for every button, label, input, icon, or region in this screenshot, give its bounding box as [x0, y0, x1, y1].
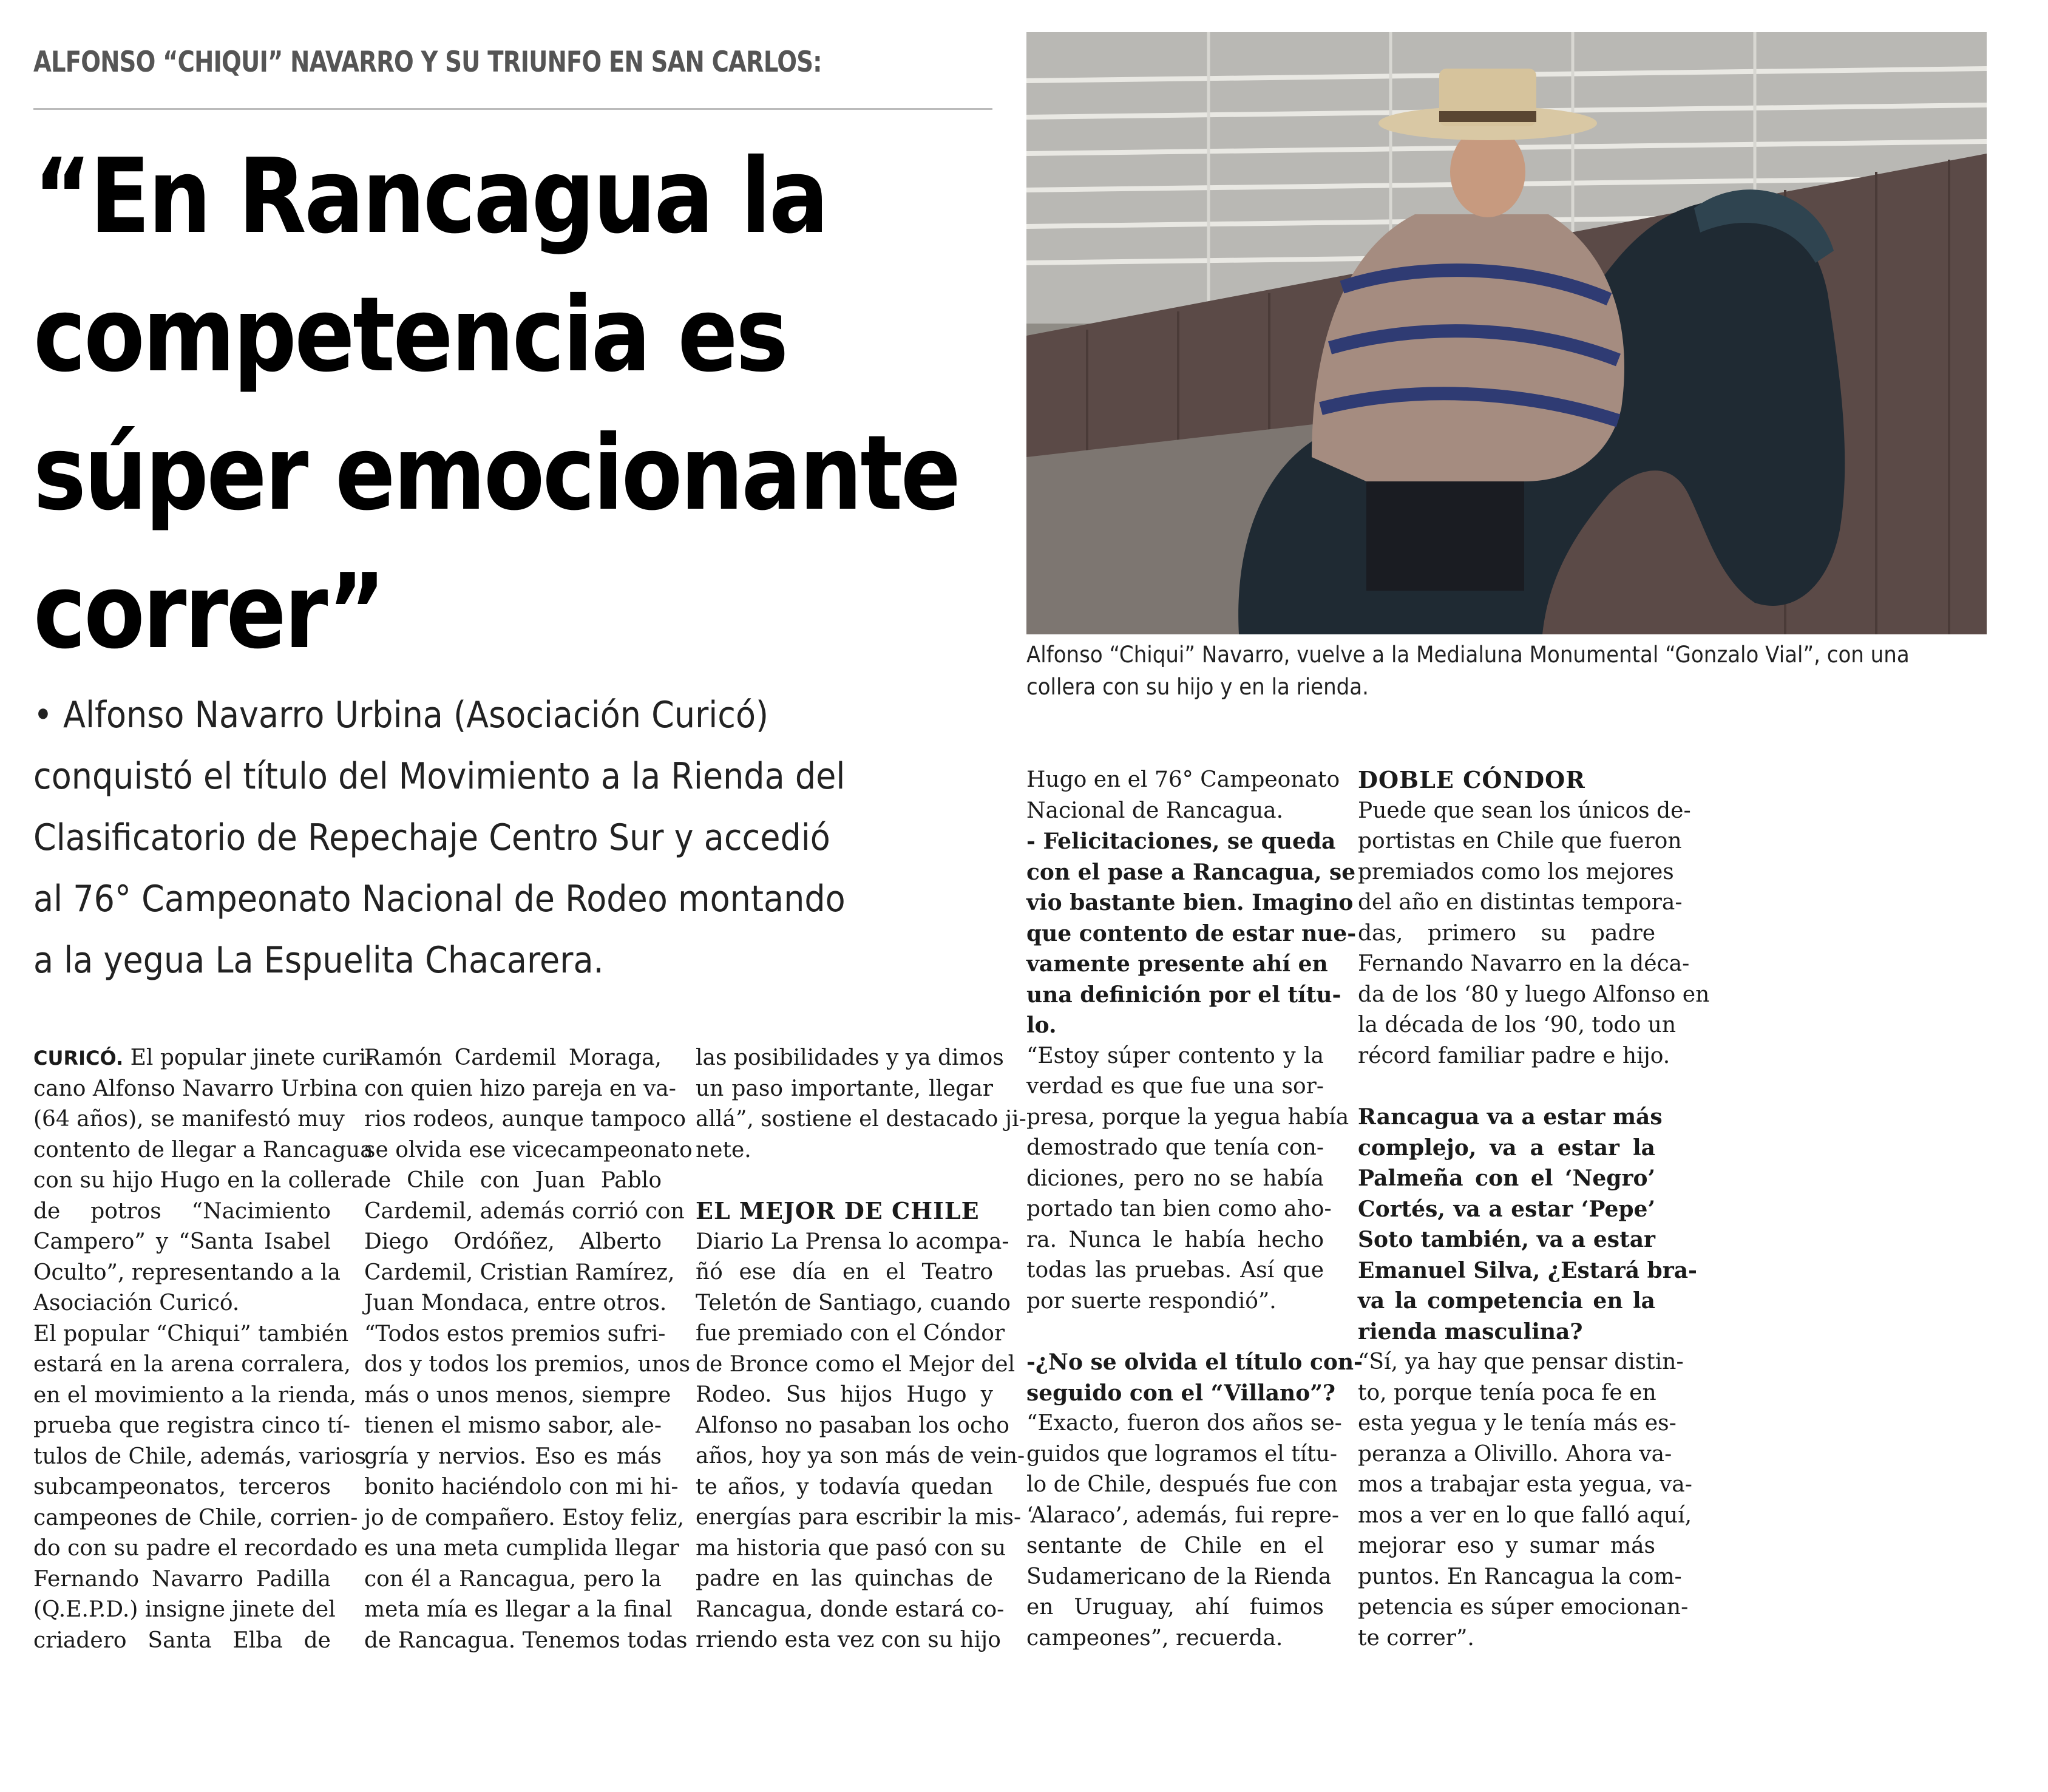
body-line: Diego Ordóñez, Alberto — [364, 1229, 662, 1254]
body-line: fue premiado con el Cóndor — [696, 1321, 1005, 1346]
body-line: cano Alfonso Navarro Urbina — [33, 1076, 358, 1101]
body-line: la década de los ‘90, todo un — [1358, 1013, 1677, 1037]
headline-line: competencia es — [33, 275, 787, 395]
lead-line: al 76° Campeonato Nacional de Rodeo montando — [33, 878, 846, 920]
body-line: diciones, pero no se había — [1026, 1166, 1324, 1191]
body-line: en el movimiento a la rienda, — [33, 1382, 357, 1408]
body-line: energías para escribir la mis- — [696, 1505, 1022, 1530]
photo-caption: Alfonso “Chiqui” Navarro, vuelve a la Medialuna Monumental “Gonzalo Vial”, con una collera con su hijo y en la rienda. — [1026, 642, 1910, 700]
body-line: “Sí, ya hay que pensar distin- — [1358, 1349, 1684, 1374]
body-line: lo de Chile, después fue con — [1026, 1472, 1338, 1497]
body-line: Cardemil, Cristian Ramírez, — [364, 1260, 675, 1285]
body-line: rriendo esta vez con su hijo — [696, 1627, 1001, 1652]
body-line: campeones de Chile, corrien- — [33, 1505, 358, 1530]
body-line: criadero Santa Elba de — [33, 1627, 331, 1653]
dateline: CURICÓ. — [33, 1047, 124, 1070]
body-line: Rodeo. Sus hijos Hugo y — [696, 1382, 993, 1407]
body-line: Fernando Navarro Padilla — [33, 1566, 331, 1592]
body-line: El popular jinete curi- — [123, 1045, 374, 1070]
body-line: prueba que registra cinco tí- — [33, 1413, 351, 1438]
body-line: Teletón de Santiago, cuando — [696, 1290, 1011, 1315]
interview-question: una definición por el títu- — [1026, 982, 1341, 1008]
interview-question: rienda masculina? — [1358, 1319, 1583, 1345]
body-column-3 — [696, 1043, 1026, 1656]
body-line: do con su padre el recordado — [33, 1536, 358, 1561]
body-line: “Todos estos premios sufri- — [364, 1321, 666, 1346]
body-line: Rancagua, donde estará co- — [696, 1597, 1005, 1622]
kicker-rule — [33, 108, 992, 110]
body-line: te correr”. — [1358, 1625, 1474, 1651]
body-column-1 — [33, 1043, 374, 1656]
subheading: DOBLE CÓNDOR — [1358, 766, 1585, 793]
body-line: mos a ver en lo que falló aquí, — [1358, 1502, 1692, 1528]
interview-question: vamente presente ahí en — [1026, 951, 1328, 977]
subheading: EL MEJOR DE CHILE — [696, 1197, 980, 1224]
body-line: “Estoy súper contento y la — [1026, 1043, 1324, 1068]
body-line: del año en distintas tempora- — [1358, 890, 1683, 915]
body-line: con quien hizo pareja en va- — [364, 1076, 676, 1101]
interview-question: Cortés, va a estar ‘Pepe’ — [1358, 1196, 1655, 1222]
body-line: jo de compañero. Estoy feliz, — [364, 1505, 684, 1530]
headline — [33, 127, 973, 681]
body-line: bonito haciéndolo con mi hi- — [364, 1475, 679, 1499]
lead-paragraph — [33, 685, 918, 991]
headline-line: correr” — [33, 552, 384, 672]
body-line: ñó ese día en el Teatro — [696, 1260, 993, 1285]
rider-photo-illustration — [1026, 32, 1987, 634]
body-line: petencia es súper emocionan- — [1358, 1595, 1689, 1620]
interview-question: Soto también, va a estar — [1358, 1227, 1655, 1252]
lead-line: • Alfonso Navarro Urbina (Asociación Curicó) — [33, 694, 769, 736]
interview-question: Rancagua va a estar más — [1358, 1104, 1663, 1130]
body-line: tienen el mismo sabor, ale- — [364, 1413, 662, 1438]
body-line: mos a trabajar esta yegua, va- — [1358, 1472, 1692, 1497]
body-line: es una meta cumplida llegar — [364, 1536, 679, 1561]
body-line: Oculto”, representando a la — [33, 1260, 341, 1285]
body-line: El popular “Chiqui” también — [33, 1321, 349, 1346]
body-line: portistas en Chile que fueron — [1358, 829, 1682, 854]
body-line: Puede que sean los únicos de- — [1358, 798, 1691, 823]
body-line: dos y todos los premios, unos — [364, 1352, 691, 1377]
interview-question: vio bastante bien. Imagino — [1026, 890, 1354, 915]
body-line: (64 años), se manifestó muy — [33, 1107, 345, 1132]
body-line: estará en la arena corralera, — [33, 1352, 351, 1377]
body-line: nete. — [696, 1137, 751, 1162]
body-line: padre en las quinchas de — [696, 1566, 993, 1591]
interview-question: lo. — [1026, 1013, 1057, 1038]
body-line: to, porque tenía poca fe en — [1358, 1380, 1656, 1405]
interview-question: seguido con el “Villano”? — [1026, 1380, 1336, 1406]
interview-question: complejo, va a estar la — [1358, 1135, 1655, 1161]
body-line: guidos que logramos el títu- — [1026, 1441, 1338, 1467]
body-line: Campero” y “Santa Isabel — [33, 1229, 331, 1254]
body-line: subcampeonatos, terceros — [33, 1475, 331, 1499]
body-line: gría y nervios. Eso es más — [364, 1444, 662, 1469]
body-line: puntos. En Rancagua la com- — [1358, 1564, 1682, 1589]
body-line: de Chile con Juan Pablo — [364, 1168, 662, 1193]
body-line: campeones”, recuerda. — [1026, 1625, 1283, 1651]
body-line: Diario La Prensa lo acompa- — [696, 1229, 1009, 1254]
body-line: esta yegua y le tenía más es- — [1358, 1411, 1677, 1436]
body-line: ‘Alaraco’, además, fui repre- — [1026, 1502, 1340, 1528]
interview-question: con el pase a Rancagua, se — [1026, 859, 1356, 885]
body-line: con él a Rancagua, pero la — [364, 1566, 662, 1592]
article-photo — [1026, 32, 1987, 634]
body-line: presa, porque la yegua había — [1026, 1104, 1349, 1130]
body-line: de potros “Nacimiento — [33, 1198, 331, 1224]
body-line: Ramón Cardemil Moraga, — [364, 1045, 662, 1070]
body-line: rios rodeos, aunque tampoco — [364, 1107, 687, 1132]
body-line: mejorar eso y sumar más — [1358, 1533, 1655, 1558]
body-line: das, primero su padre — [1358, 920, 1655, 946]
lead-line: Clasificatorio de Repechaje Centro Sur y accedió — [33, 816, 830, 859]
body-line: (Q.E.P.D.) insigne jinete del — [33, 1597, 336, 1622]
body-line: demostrado que tenía con- — [1026, 1135, 1324, 1160]
interview-question: Palmeña con el ‘Negro’ — [1358, 1166, 1655, 1191]
body-line: meta mía es llegar a la final — [364, 1597, 673, 1622]
body-line: tulos de Chile, además, varios — [33, 1444, 366, 1469]
body-line: Alfonso no pasaban los ocho — [696, 1413, 1009, 1438]
body-line: de Rancagua. Tenemos todas — [364, 1627, 688, 1653]
body-line: las posibilidades y ya dimos — [696, 1045, 1004, 1070]
body-line: un paso importante, llegar — [696, 1076, 993, 1101]
body-line: de Bronce como el Mejor del — [696, 1351, 1016, 1377]
headline-line: súper emocionante — [33, 413, 959, 534]
body-line: te años, y todavía quedan — [696, 1474, 993, 1499]
body-line: allá”, sostiene el destacado ji- — [696, 1107, 1026, 1132]
headline-line: “En Rancagua la — [33, 137, 827, 257]
body-line: contento de llegar a Rancagua — [33, 1137, 373, 1162]
kicker: ALFONSO “CHIQUI” NAVARRO Y SU TRIUNFO EN SAN CARLOS: — [33, 46, 822, 79]
body-line: más o unos menos, siempre — [364, 1382, 671, 1408]
body-column-2 — [364, 1043, 693, 1656]
body-line: Juan Mondaca, entre otros. — [364, 1291, 667, 1315]
body-line: se olvida ese vicecampeonato — [364, 1137, 693, 1162]
body-line: años, hoy ya son más de vein- — [696, 1444, 1025, 1468]
body-line: sentante de Chile en el — [1026, 1533, 1324, 1558]
interview-question: - Felicitaciones, se queda — [1026, 829, 1336, 854]
body-line: con su hijo Hugo en la collera — [33, 1168, 364, 1193]
body-column-4 — [1026, 765, 1363, 1654]
body-line: Fernando Navarro en la déca- — [1358, 951, 1690, 976]
body-line: por suerte respondió”. — [1026, 1288, 1277, 1314]
body-line: Cardemil, además corrió con — [364, 1198, 685, 1224]
lead-line: conquistó el título del Movimiento a la Rienda del — [33, 755, 846, 798]
body-line: en Uruguay, ahí fuimos — [1026, 1595, 1324, 1620]
body-line: da de los ‘80 y luego Alfonso en — [1358, 982, 1710, 1007]
lead-line: a la yegua La Espuelita Chacarera. — [33, 939, 604, 982]
body-line: “Exacto, fueron dos años se- — [1026, 1411, 1342, 1436]
body-line: Nacional de Rancagua. — [1026, 798, 1284, 823]
body-line: récord familiar padre e hijo. — [1358, 1043, 1670, 1068]
body-line: Sudamericano de la Rienda — [1026, 1564, 1332, 1589]
body-line: portado tan bien como aho- — [1026, 1196, 1332, 1221]
interview-question: -¿No se olvida el título con- — [1026, 1349, 1363, 1375]
body-line: Asociación Curicó. — [33, 1291, 240, 1315]
body-line: peranza a Olivillo. Ahora va- — [1358, 1441, 1672, 1467]
body-column-5 — [1358, 765, 1710, 1654]
body-line: premiados como los mejores — [1358, 859, 1674, 884]
body-line: verdad es que fue una sor- — [1026, 1074, 1324, 1099]
interview-question: Emanuel Silva, ¿Estará bra- — [1358, 1257, 1697, 1283]
interview-question: que contento de estar nue- — [1026, 920, 1357, 946]
body-line: ra. Nunca le había hecho — [1026, 1227, 1324, 1252]
body-line: ma historia que pasó con su — [696, 1535, 1006, 1561]
interview-question: va la competencia en la — [1358, 1288, 1655, 1314]
body-line: Hugo en el 76° Campeonato — [1026, 767, 1340, 792]
body-line: todas las pruebas. Así que — [1026, 1258, 1324, 1283]
